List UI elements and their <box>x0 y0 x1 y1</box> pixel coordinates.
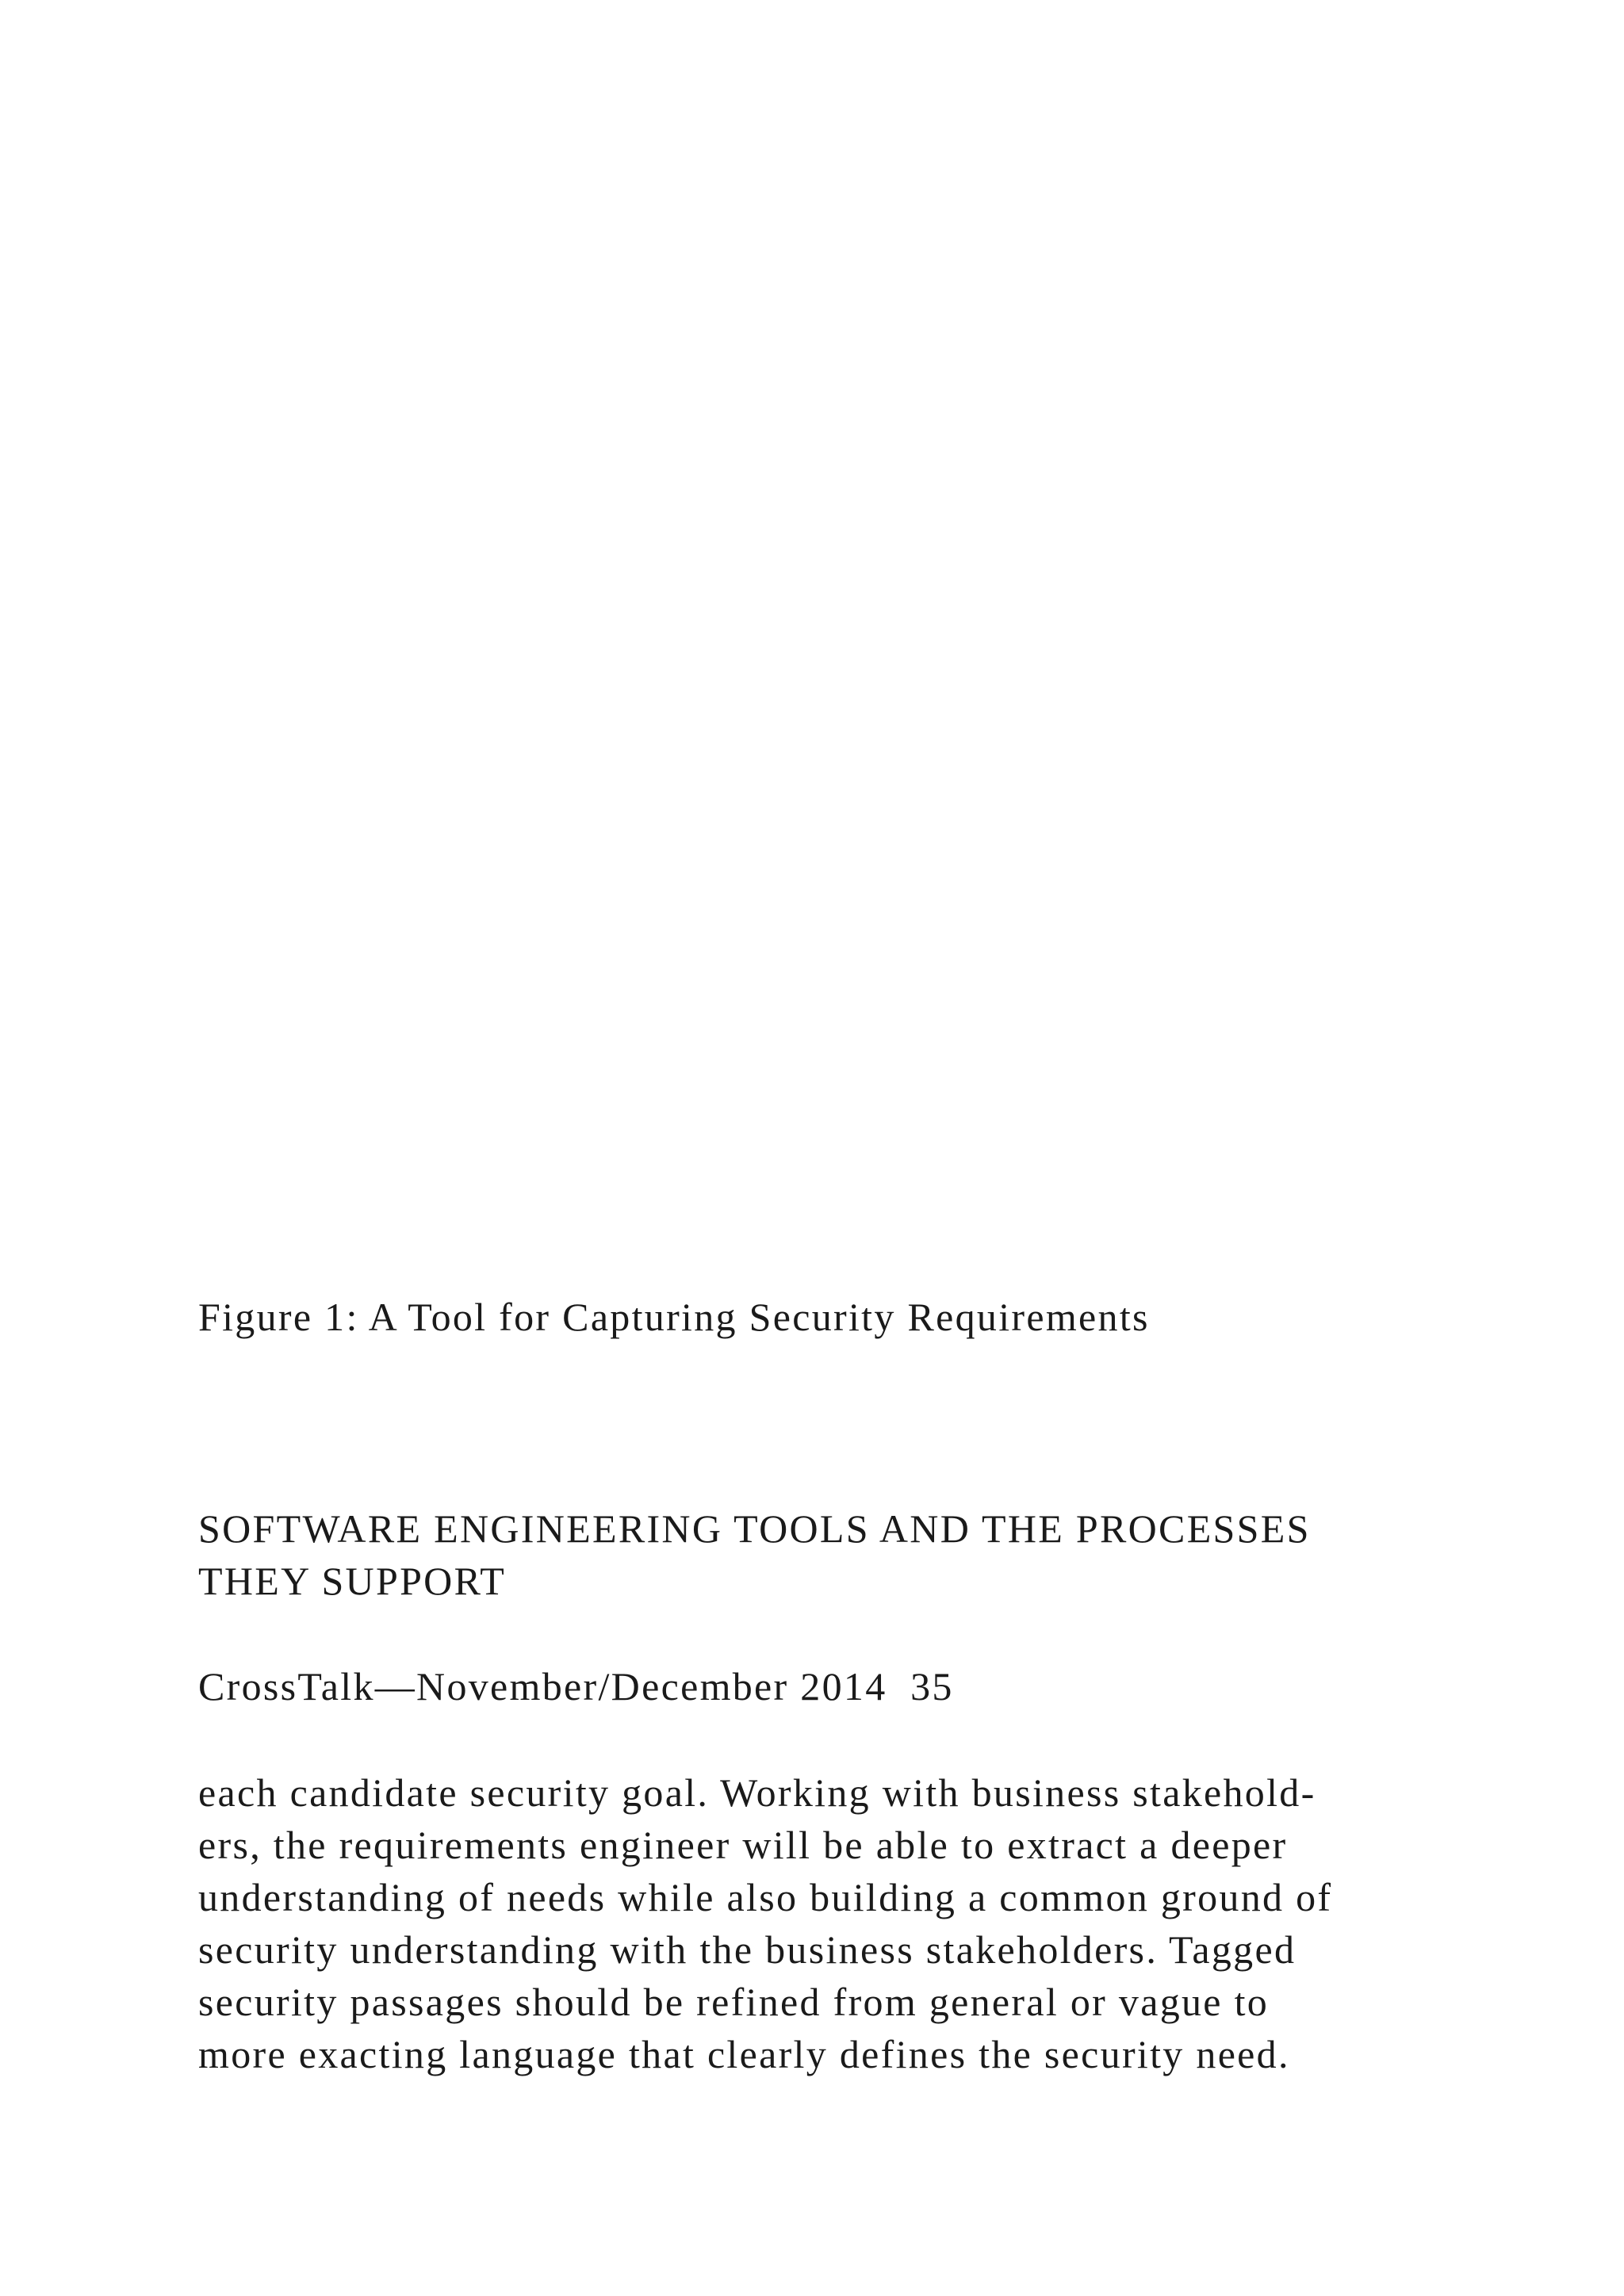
body-paragraph-line: understanding of needs while also building a common ground of <box>198 1875 1333 1919</box>
body-paragraph-line: more exacting language that clearly defines the security need. <box>198 2032 1290 2076</box>
body-paragraph-line: security passages should be refined from general or vague to <box>198 1980 1270 2024</box>
body-paragraph-line: security understanding with the business stakeholders. Tagged <box>198 1927 1297 1972</box>
section-heading-line-1: SOFTWARE ENGINEERING TOOLS AND THE PROCESSES <box>198 1506 1311 1551</box>
body-paragraph-line: each candidate security goal. Working with business stakehold- <box>198 1770 1316 1815</box>
figure-caption: Figure 1: A Tool for Capturing Security Requirements <box>198 1295 1150 1339</box>
body-paragraph-line: ers, the requirements engineer will be able to extract a deeper <box>198 1823 1288 1867</box>
section-heading-line-2: THEY SUPPORT <box>198 1559 507 1603</box>
running-footer: CrossTalk—November/December 2014 35 <box>198 1664 954 1709</box>
